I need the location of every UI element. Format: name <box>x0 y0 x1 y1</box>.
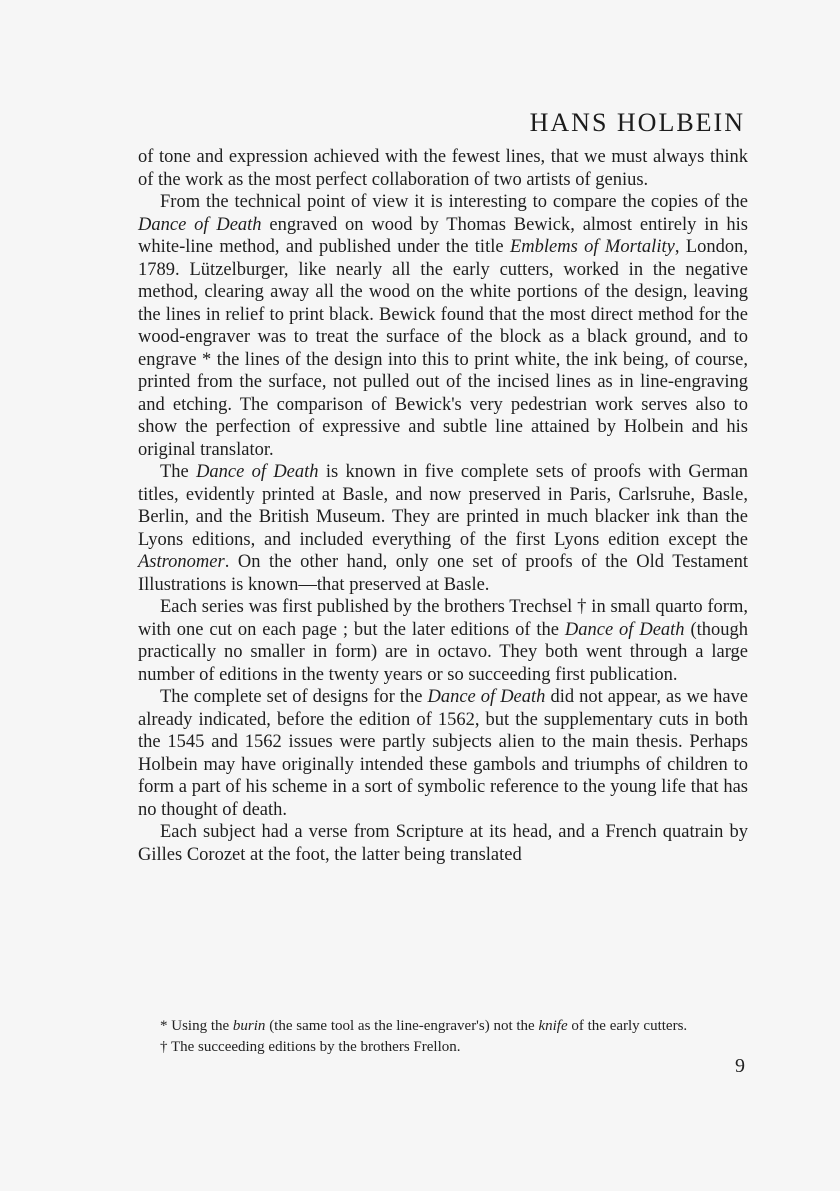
paragraph-3: The Dance of Death is known in five complete sets of proofs with German titles, evidently printed at Basle, and now preserved in Paris, Carlsruhe, Basle, Berlin, and the British Museum. They are printed in much blacker ink than the Lyons editions, and included everything of the first Lyons edition except the Astronomer. On the other hand, only one set of proofs of the Old Testament Illustrations is known—that preserved at Basle. <box>138 462 748 595</box>
paragraph-6: Each subject had a verse from Scripture at its head, and a French quatrain by Gilles Corozet at the foot, the latter being translated <box>138 822 748 865</box>
page-number: 9 <box>735 1055 745 1077</box>
paragraph-2: From the technical point of view it is interesting to compare the copies of the Dance of Death engraved on wood by Thomas Bewick, almost entirely in his white-line method, and published under the title Emblems of Mortality, London, 1789. Lützelburger, like nearly all the early cutters, worked in the negative method, clearing away all the wood on the white portions of the design, leaving the lines in relief to print black. Bewick found that the most direct method for the wood-engraver was to treat the surface of the block as a black ground, and to engrave * the lines of the design into this to print white, the ink being, of course, printed from the surface, not pulled out of the incised lines as in line-engraving and etching. The comparison of Bewick's very pedestrian work serves also to show the perfection of expressive and subtle line attained by Holbein and his original translator. <box>138 192 749 460</box>
italic-title: Emblems of Mortality <box>509 237 675 257</box>
footnote-2: † The succeeding editions by the brothers Frellon. <box>160 1039 461 1055</box>
italic-term: knife <box>538 1018 568 1034</box>
italic-title: Dance of Death <box>427 687 546 707</box>
italic-title: Dance of Death <box>564 619 685 640</box>
running-header: HANS HOLBEIN <box>529 108 745 137</box>
italic-title: Dance of Death <box>196 462 319 482</box>
main-text <box>138 146 748 866</box>
italic-term: burin <box>232 1018 266 1034</box>
italic-title: Dance of Death <box>138 214 262 235</box>
paragraph-1: of tone and expression achieved with the fewest lines, that we must always think of the work as the most perfect collaboration of two artists of genius. <box>138 147 748 190</box>
paragraph-4: Each series was first published by the brothers Trechsel † in small quarto form, with one cut on each page ; but the later editions of the Dance of Death (though practically no smaller in form) are in octavo. They both went through a large number of editions in the twenty years or so succeeding first publication. <box>138 597 749 685</box>
footnote-1: * Using the burin (the same tool as the line-engraver's) not the knife of the early cutters. <box>160 1018 688 1034</box>
footnotes <box>138 1016 748 1058</box>
paragraph-5: The complete set of designs for the Dance of Death did not appear, as we have already indicated, before the edition of 1562, but the supplementary cuts in both the 1545 and 1562 issues were partly subjects alien to the main thesis. Perhaps Holbein may have originally intended these gambols and triumphs of children to form a part of his scheme in a sort of symbolic reference to the young life that has no thought of death. <box>138 687 748 820</box>
italic-title: Astronomer <box>138 552 225 572</box>
